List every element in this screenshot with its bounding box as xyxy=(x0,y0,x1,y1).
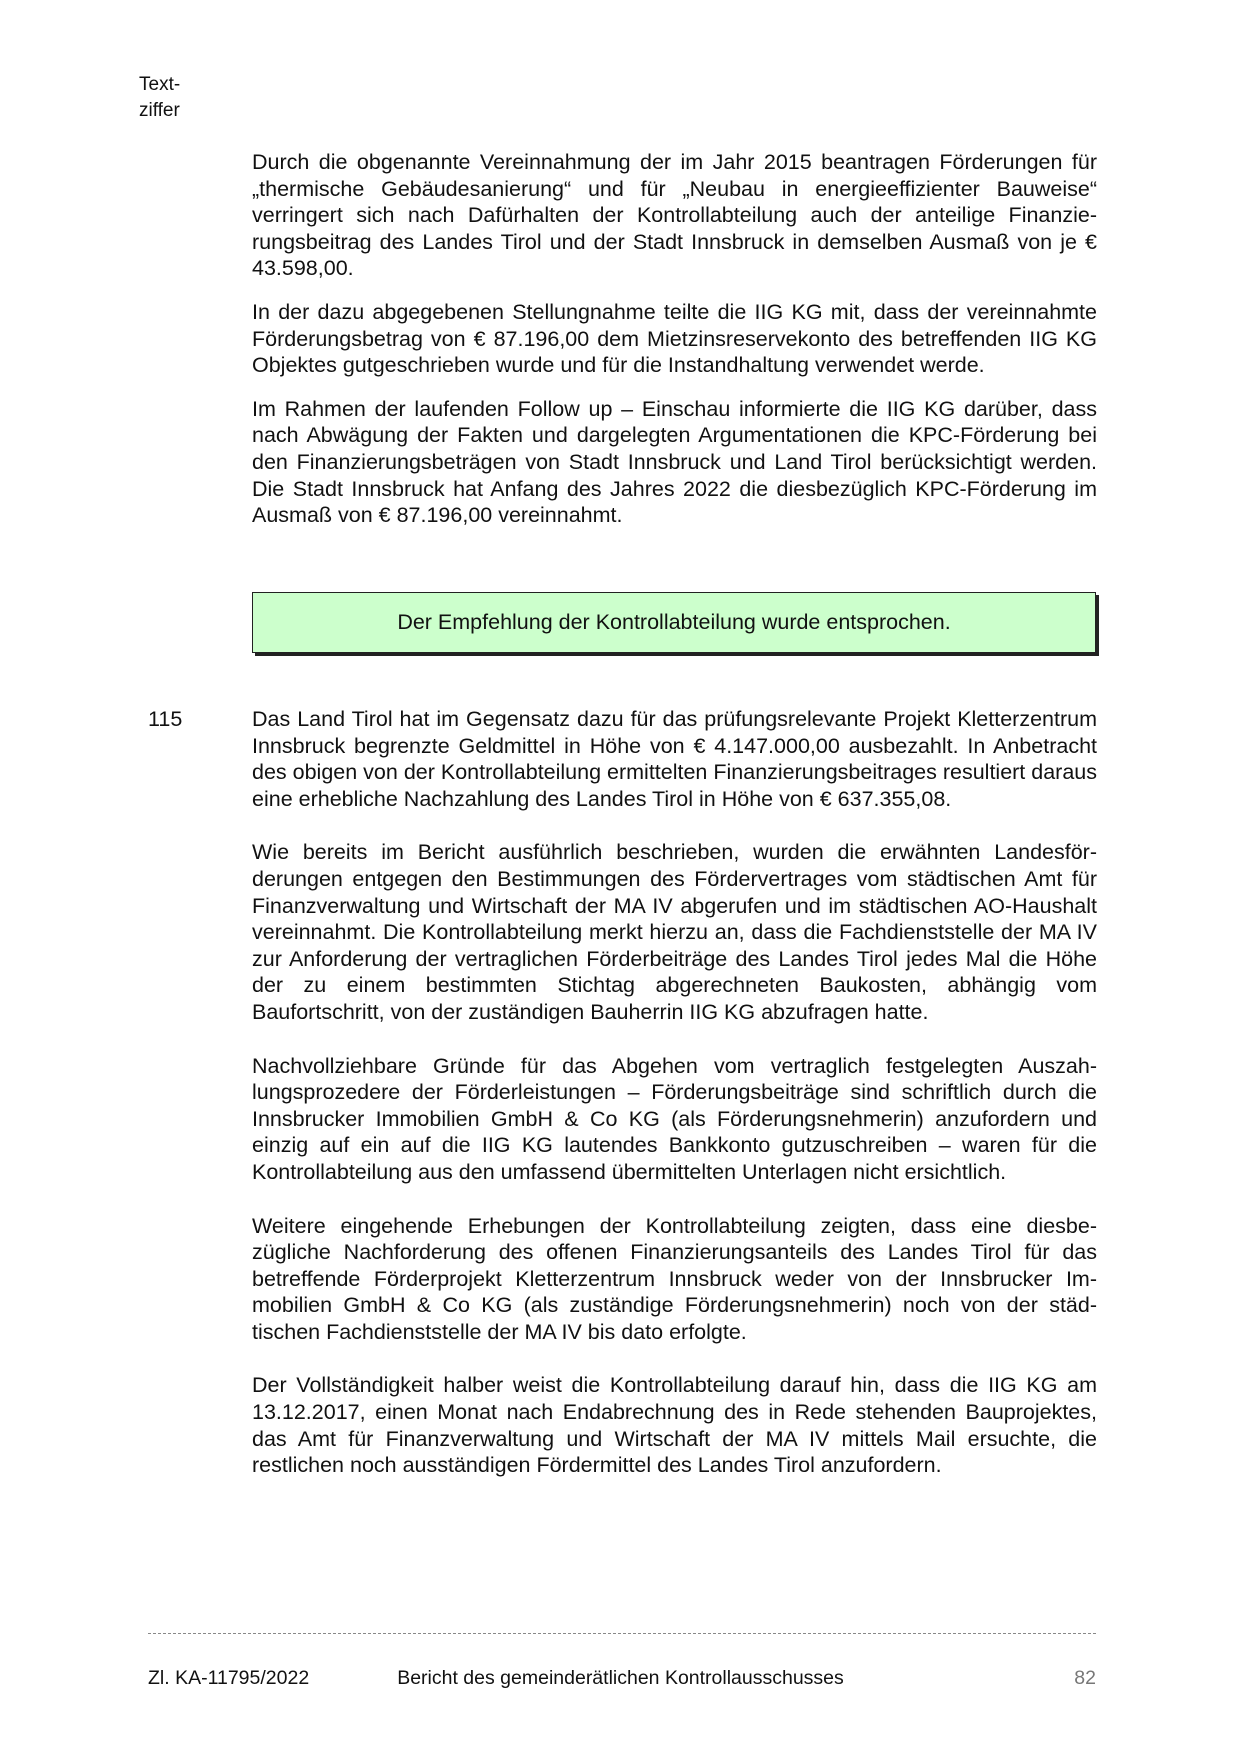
margin-label-line-2: ziffer xyxy=(139,100,180,121)
footer-report-title: Bericht des gemeinderätlichen Kontrollausschusses xyxy=(397,1667,844,1689)
paragraph: In der dazu abgegebenen Stellungnahme teilte die IIG KG mit, dass der vereinnahmte Förderungsbetrag von € 87.196,00 dem Mietzinsreservekonto des betreffenden IIG KG Objektes gutgeschrieben wurde und für die Instandhaltung verwendet werde. xyxy=(252,299,1097,378)
paragraph: Das Land Tirol hat im Gegensatz dazu für das prüfungsrelevante Projekt Kletterzentrum Innsbruck begrenzte Geldmittel in Höhe von € 4.147.000,00 ausbezahlt. In Anbetracht des obigen von der Kontrollabteilung ermittelten Finanzierungsbeitrages resultiert daraus eine erhebliche Nachzahlung des Landes Tirol in Höhe von € 637.355,08. xyxy=(252,707,1097,811)
footer-page-number: 82 xyxy=(1074,1667,1096,1689)
paragraph: Weitere eingehende Erhebungen der Kontrollabteilung zeigten, dass eine diesbezügliche Nachforderung des offenen Finanzierungsanteils des Landes Tirol für das betreffende Förderprojekt Kletterzentrum Innsbruck weder von der Innsbrucker Immobilien GmbH & Co KG (als zuständige Förderungsnehmerin) noch von der städtischen Fachdienststelle der MA IV bis dato erfolgte. xyxy=(252,1213,1097,1344)
paragraph: Nachvollziehbare Gründe für das Abgehen vom vertraglich festgelegten Auszahlungsprozedere der Förderleistungen – Förderungsbeiträge sind schriftlich durch die Innsbrucker Immobilien GmbH & Co KG (als Förderungsnehmerin) anzufordern und einzig auf ein auf die IIG KG lautendes Bankkonto gutzuschreiben – waren für die Kontrollabteilung aus den umfassend übermittelten Unterlagen nicht ersichtlich. xyxy=(252,1053,1097,1184)
paragraph: Der Vollständigkeit halber weist die Kontrollabteilung darauf hin, dass die IIG KG am 13.12.2017, einen Monat nach Endabrechnung des in Rede stehenden Bauprojektes, das Amt für Finanzverwaltung und Wirtschaft der MA IV mittels Mail ersuchte, die restlichen noch ausständigen Fördermittel des Landes Tirol anzufordern. xyxy=(252,1373,1097,1478)
paragraph: Im Rahmen der laufenden Follow up – Einschau informierte die IIG KG darüber, dass nach Abwägung der Fakten und dargelegten Argumentationen die KPC-Förderung bei den Finanzierungsbeträgen von Stadt Innsbruck und Land Tirol berücksichtigt werden. Die Stadt Innsbruck hat Anfang des Jahres 2022 die diesbezüglich KPC-Förderung im Ausmaß von € 87.196,00 vereinnahmt. xyxy=(252,396,1097,528)
recommendation-status-text: Der Empfehlung der Kontrollabteilung wurde entsprochen. xyxy=(397,610,951,634)
recommendation-status-box xyxy=(252,592,1096,653)
footer-reference: Zl. KA-11795/2022 xyxy=(148,1667,310,1689)
paragraph: Durch die obgenannte Vereinnahmung der im Jahr 2015 beantragen Förderungen für „thermische Gebäudesanierung“ und für „Neubau in energieeffizienter Bauweise“ verringert sich nach Dafürhalten der Kontrollabteilung auch der anteilige Finanzierungsbeitrag des Landes Tirol und der Stadt Innsbruck in demselben Ausmaß von je € 43.598,00. xyxy=(252,150,1097,281)
section-115-text-block xyxy=(252,706,1097,1479)
footer-divider xyxy=(148,1633,1096,1634)
intro-text-block xyxy=(252,149,1097,529)
paragraph: Wie bereits im Bericht ausführlich beschrieben, wurden die erwähnten Landesförderungen entgegen den Bestimmungen des Fördervertrages vom städtischen Amt für Finanzverwaltung und Wirtschaft der MA IV abgerufen und im städtischen AO-Haushalt vereinnahmt. Die Kontrollabteilung merkt hierzu an, dass die Fachdienststelle der MA IV zur Anforderung der vertraglichen Förderbeiträge des Landes Tirol jedes Mal die Höhe der zu einem bestimmten Stichtag abgerechneten Baukosten, abhängig vom Baufortschritt, von der zuständigen Bauherrin IIG KG abzufragen hatte. xyxy=(252,840,1097,1024)
margin-label-line-1: Text- xyxy=(139,74,181,95)
margin-label-textziffer xyxy=(139,72,180,124)
section-number: 115 xyxy=(148,707,183,731)
